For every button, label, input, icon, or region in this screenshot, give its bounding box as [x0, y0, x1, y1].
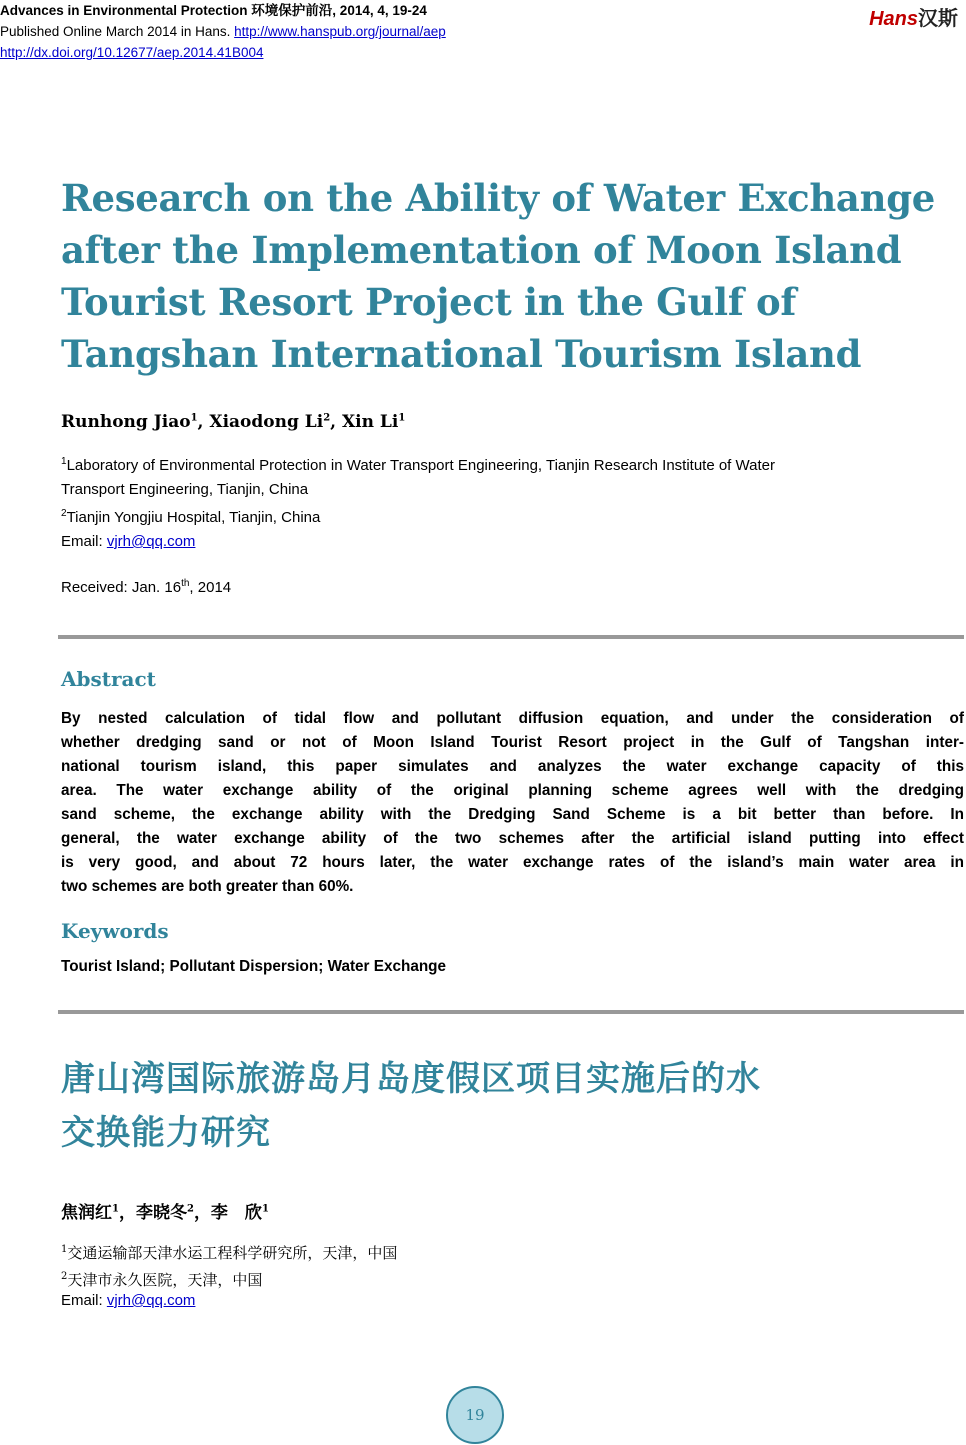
chinese-email: Email: vjrh@qq.com [61, 1292, 196, 1309]
abstract-line: area. The water exchange ability of the original planning scheme agrees well with the dredging [61, 782, 964, 799]
title-line: after the Implementation of Moon Island [61, 228, 902, 272]
divider [58, 635, 964, 639]
title-line: Tourist Resort Project in the Gulf of [61, 280, 797, 324]
authors: Runhong Jiao$^1$, Xiaodong Li$^2$, Xin Li$^1$ [61, 412, 406, 432]
abstract-heading: Abstract [61, 667, 156, 691]
received-date: Received: Jan. 16th, 2014 [61, 578, 232, 596]
divider [58, 1010, 964, 1014]
abstract-line: general, the water exchange ability of the two schemes after the artificial island putting into effect [61, 830, 964, 847]
doi-line [0, 42, 263, 63]
email-link[interactable]: vjrh@qq.com [106, 1292, 196, 1309]
title-line: Tangshan International Tourism Island [61, 332, 862, 376]
journal-link[interactable]: http://www.hanspub.org/journal/aep [234, 24, 446, 39]
chinese-affiliations: $^1$交通运输部天津水运工程科学研究所，天津，中国 $^2$天津市永久医院，天津，中国 [61, 1244, 398, 1289]
doi-link[interactable]: http://dx.doi.org/10.12677/aep.2014.41B004 [0, 45, 264, 60]
abstract-line: national tourism island, this paper simulates and analyzes the water exchange capacity of this [61, 758, 964, 775]
title-line: 唐山湾国际旅游岛月岛度假区项目实施后的水 [61, 1060, 761, 1098]
paper-title [61, 172, 935, 380]
page-number: 19 [446, 1386, 504, 1444]
chinese-title [61, 1052, 761, 1160]
published-text: Published Online March 2014 in Hans. [0, 24, 235, 39]
abstract-line: By nested calculation of tidal flow and pollutant diffusion equation, and under the consideration of [61, 710, 964, 727]
affiliations: $^1$Laboratory of Environmental Protection in Water Transport Engineering, Tianjin Research Institute of Water Transport Engineering, Tianjin, China $^2$Tianjin Yongjiu Hospital, Tianjin, China Email: vjrh@qq.com [61, 456, 775, 550]
keywords-text: Tourist Island; Pollutant Dispersion; Water Exchange [61, 958, 447, 975]
published-line [0, 21, 446, 42]
abstract-line: sand scheme, the exchange ability with the Dredging Sand Scheme is a bit better than before. In [61, 806, 964, 823]
abstract-line: whether dredging sand or not of Moon Island Tourist Resort project in the Gulf of Tangshan inter- [61, 734, 964, 751]
abstract-line: is very good, and about 72 hours later, the water exchange rates of the island’s main water area in [61, 854, 964, 871]
chinese-authors: 焦润红$^1$，李晓冬$^2$，李 欣$^1$ [61, 1203, 269, 1223]
keywords-heading: Keywords [61, 919, 169, 943]
title-line: Research on the Ability of Water Exchange [61, 176, 936, 220]
abstract-line: two schemes are both greater than 60%. [61, 878, 354, 895]
title-line: 交换能力研究 [61, 1114, 271, 1152]
hans-logo: Hans汉斯 [869, 8, 958, 30]
email-link[interactable]: vjrh@qq.com [106, 533, 196, 550]
journal-citation: Advances in Environmental Protection 环境保护前沿, 2014, 4, 19-24 [0, 3, 427, 18]
